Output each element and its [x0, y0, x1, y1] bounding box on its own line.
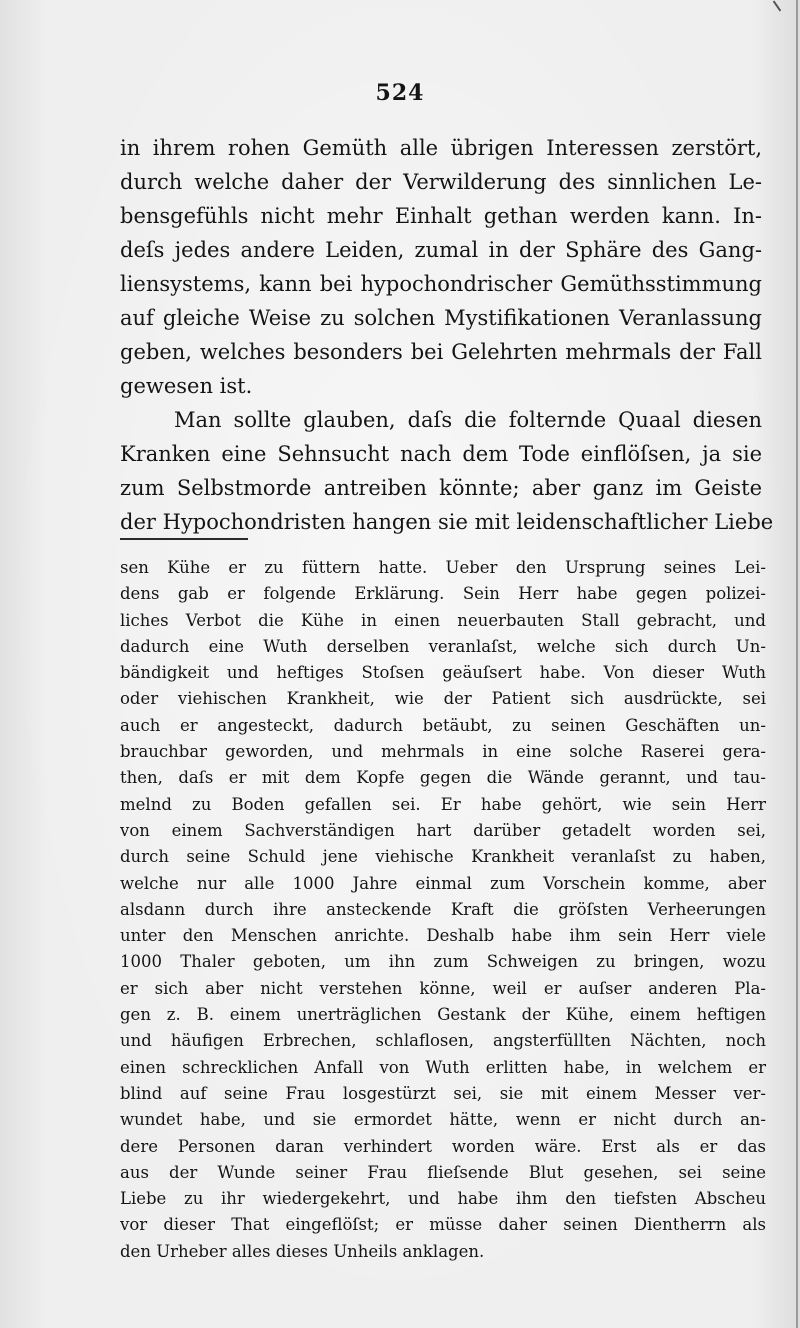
- footnote-line: wundet habe, und sie ermordet hätte, wenn er nicht durch an-: [120, 1110, 766, 1130]
- footnote-line: welche nur alle 1000 Jahre einmal zum Vorschein komme, aber: [120, 873, 766, 893]
- footnote-line: den Urheber alles dieses Unheils anklagen.: [120, 1241, 485, 1261]
- text-line: auf gleiche Weise zu solchen Mystifikationen Veranlassung: [120, 306, 762, 330]
- footnote-line: sen Kühe er zu füttern hatte. Ueber den Ursprung seines Lei-: [120, 558, 766, 577]
- page-number: 524: [375, 80, 425, 106]
- footnote-line: dere Personen daran verhindert worden wäre. Erst als er das: [120, 1136, 766, 1156]
- footnote-line: und häufigen Erbrechen, schlaflosen, angsterfüllten Nächten, noch: [120, 1031, 766, 1051]
- text-line: bensgefühls nicht mehr Einhalt gethan werden kann. In-: [120, 204, 762, 228]
- footnote-line: dadurch eine Wuth derselben veranlaſst, welche sich durch Un-: [120, 636, 766, 656]
- footnote-line: 1000 Thaler geboten, um ihn zum Schweigen zu bringen, wozu: [120, 952, 766, 972]
- footnote-line: liches Verbot die Kühe in einen neuerbauten Stall gebracht, und: [120, 610, 766, 630]
- text-line: liensystems, kann bei hypochondrischer Gemüthsstimmung: [120, 272, 762, 296]
- footnote-line: auch er angesteckt, dadurch betäubt, zu seinen Geschäften un-: [120, 715, 766, 735]
- footnote-text: [120, 555, 766, 1265]
- text-line: deſs jedes andere Leiden, zumal in der Sphäre des Gang-: [120, 238, 762, 262]
- footnote-line: dens gab er folgende Erklärung. Sein Herr habe gegen polizei-: [120, 584, 766, 604]
- bleed-through-shadow: [250, 522, 760, 533]
- main-text: [120, 131, 774, 539]
- footnote-line: blind auf seine Frau losgestürzt sei, sie mit einem Messer ver-: [120, 1083, 766, 1103]
- text-line: der Hypochondristen hangen sie mit leidenschaftlicher Liebe: [120, 510, 774, 534]
- footnote-line: vor dieser That eingeflöſst; er müsse daher seinen Dientherrn als: [120, 1215, 766, 1235]
- footnote-line: Liebe zu ihr wiedergekehrt, und habe ihm den tiefsten Abscheu: [120, 1189, 766, 1209]
- footnote-line: alsdann durch ihre ansteckende Kraft die gröſsten Verheerungen: [120, 899, 766, 919]
- footnote-line: er sich aber nicht verstehen könne, weil er auſser anderen Pla-: [120, 978, 766, 998]
- paragraph-first-line: Man sollte glauben, daſs die folternde Quaal diesen: [174, 408, 762, 432]
- scan-corner-mark: [773, 1, 782, 12]
- text-line: gewesen ist.: [120, 374, 253, 398]
- text-line: durch welche daher der Verwilderung des sinnlichen Le-: [120, 170, 762, 194]
- text-line: zum Selbstmorde antreiben könnte; aber ganz im Geiste: [120, 476, 762, 500]
- footnote-line: aus der Wunde seiner Frau flieſsende Blut gesehen, sei seine: [120, 1162, 766, 1182]
- footnote-separator-rule: [120, 538, 248, 540]
- text-line: Kranken eine Sehnsucht nach dem Tode einflöſsen, ja sie: [120, 442, 762, 466]
- footnote-line: unter den Menschen anrichte. Deshalb habe ihm sein Herr viele: [120, 926, 766, 946]
- footnote-line: von einem Sachverständigen hart darüber getadelt worden sei,: [120, 820, 766, 840]
- footnote-line: melnd zu Boden gefallen sei. Er habe gehört, wie sein Herr: [120, 794, 766, 814]
- footnote-line: durch seine Schuld jene viehische Krankheit veranlaſst zu haben,: [120, 847, 766, 867]
- footnote-line: brauchbar geworden, und mehrmals in eine solche Raserei gera-: [120, 742, 766, 762]
- footnote-line: oder viehischen Krankheit, wie der Patient sich ausdrückte, sei: [120, 689, 766, 709]
- footnote-line: gen z. B. einem unerträglichen Gestank der Kühe, einem heftigen: [120, 1005, 766, 1025]
- footnote-line: bändigkeit und heftiges Stoſsen geäuſsert habe. Von dieser Wuth: [120, 663, 766, 683]
- text-line: in ihrem rohen Gemüth alle übrigen Interessen zerstört,: [120, 136, 762, 160]
- page-edge: [796, 0, 798, 1328]
- text-line: geben, welches besonders bei Gelehrten mehrmals der Fall: [120, 340, 762, 364]
- footnote-line: einen schrecklichen Anfall von Wuth erlitten habe, in welchem er: [120, 1057, 766, 1077]
- footnote-line: then, daſs er mit dem Kopfe gegen die Wände gerannt, und tau-: [120, 768, 766, 788]
